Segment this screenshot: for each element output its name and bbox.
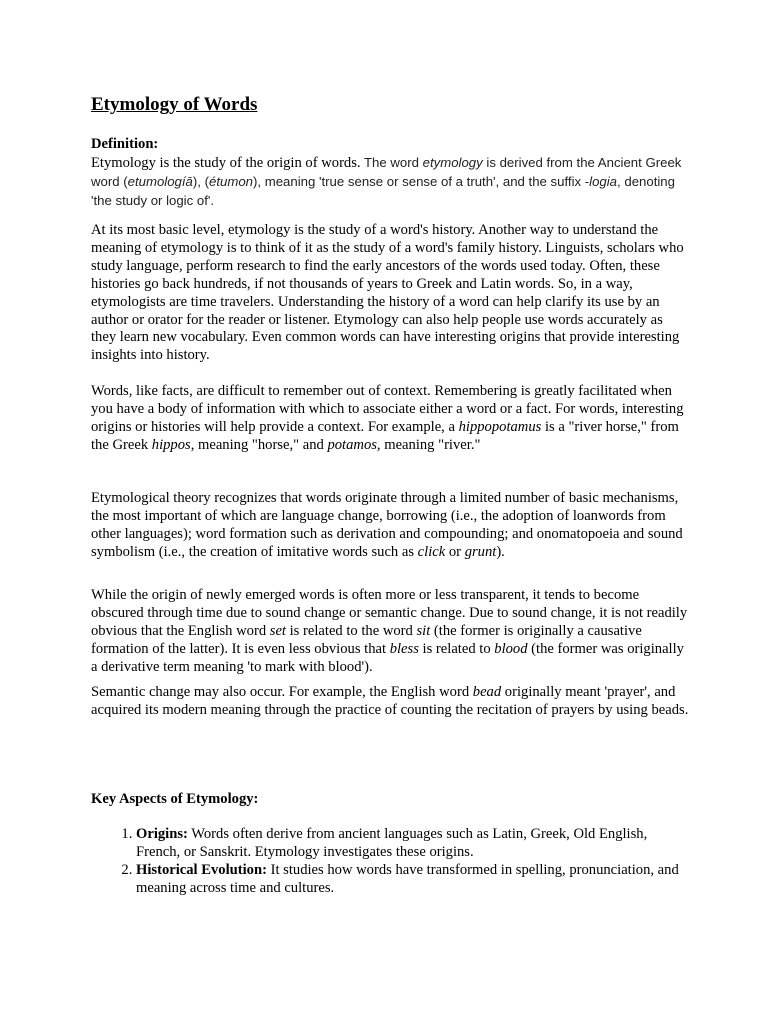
definition-section [91, 136, 691, 211]
paragraph-context [91, 383, 691, 455]
example-word: grunt [464, 543, 497, 560]
text-run: Words, like facts, are difficult to remember out of context. Remembering is greatly facilitated when you have a body of information with which to associate either a word or a fact. For words, interesting origins or histories will help provide a context. For example, a [91, 383, 684, 435]
example-word: hippos [151, 436, 191, 453]
text-run: originally meant 'prayer', and acquired its modern meaning through the practice of counting the recitation of prayers by using beads. [91, 684, 689, 718]
text-run: , meaning "river." [376, 436, 481, 453]
document-title: Etymology of Words [91, 94, 258, 115]
text-run: Semantic change may also occur. For example, the English word [91, 684, 473, 700]
list-item [136, 826, 691, 862]
suffix-word: logia [589, 173, 618, 189]
text-run: is a "river horse," from the Greek [91, 418, 679, 453]
aspect-text: Words often derive from ancient languages such as Latin, Greek, Old English, French, or Sanskrit. Etymology investigates these origins. [136, 826, 648, 860]
example-word: click [417, 543, 446, 560]
definition-part: , denoting 'the study or logic of'. [91, 173, 675, 208]
definition-part: is derived from the Ancient Greek word ( [91, 154, 682, 189]
text-run: is related to the word [285, 622, 417, 639]
example-word: bless [389, 640, 419, 657]
text-run: (the former was originally a derivative term meaning 'to mark with blood'). [91, 640, 684, 675]
aspect-term: Origins: [136, 826, 188, 842]
greek-word: étumon [209, 173, 254, 189]
definition-part: ), ( [192, 173, 210, 189]
aspect-text: It studies how words have transformed in spelling, pronunciation, and meaning across time and cultures. [136, 861, 679, 896]
text-run: is related to [418, 640, 495, 657]
text-run: (the former is originally a causative formation of the latter). It is even less obvious that [91, 622, 642, 657]
definition-lead: Etymology is the study of the origin of words. [91, 154, 361, 171]
text-run: While the origin of newly emerged words is often more or less transparent, it tends to become obscured through time due to sound change or semantic change. Due to sound change, it is not readily obvious that the English word [91, 587, 688, 639]
greek-word: etumologíā [127, 173, 193, 189]
key-aspects-heading: Key Aspects of Etymology: [91, 791, 259, 807]
example-word: bead [472, 684, 502, 700]
definition-text [91, 154, 691, 211]
example-word: sit [416, 622, 431, 639]
text-run: , meaning "horse," and [190, 436, 328, 453]
example-word: potamos [327, 436, 377, 453]
definition-word: etymology [422, 154, 483, 170]
list-item [136, 862, 691, 898]
paragraph-semantic [91, 684, 691, 720]
text-run: or [445, 543, 465, 560]
paragraph-history: At its most basic level, etymology is the study of a word's history. Another way to understand the meaning of etymology is to think of it as the study of a word's family history. Linguists, scholars who study language, perform research to find the early ancestors of the words used today. Often, these histories go back hundreds, if not thousands of years to Greek and Latin words. So, in a way, etymologists are time travelers. Understanding the history of a word can help clarify its use by an author or orator for the reader or listener. Etymology can also help people use words accurately as they learn new vocabulary. Even common words can have interesting origins that provide interesting insights into history. [91, 222, 684, 364]
definition-part: ), meaning 'true sense or sense of a truth', and the suffix - [253, 173, 590, 189]
example-word: set [269, 622, 286, 639]
text-run: ). [496, 543, 505, 560]
definition-part: The word [360, 154, 423, 170]
definition-heading: Definition: [91, 136, 159, 152]
text-run: Etymological theory recognizes that words originate through a limited number of basic mechanisms, the most important of which are language change, borrowing (i.e., the adoption of loanwords from other languages); word formation such as derivation and compounding; and onomatopoeia and sound symbolism (i.e., the creation of imitative words such as [91, 490, 683, 560]
example-word: blood [494, 640, 528, 657]
aspect-term: Historical Evolution: [136, 861, 267, 878]
key-aspects-list [91, 826, 691, 898]
paragraph-obscured [91, 587, 691, 677]
example-word: hippopotamus [458, 418, 542, 435]
paragraph-theory [91, 490, 691, 562]
